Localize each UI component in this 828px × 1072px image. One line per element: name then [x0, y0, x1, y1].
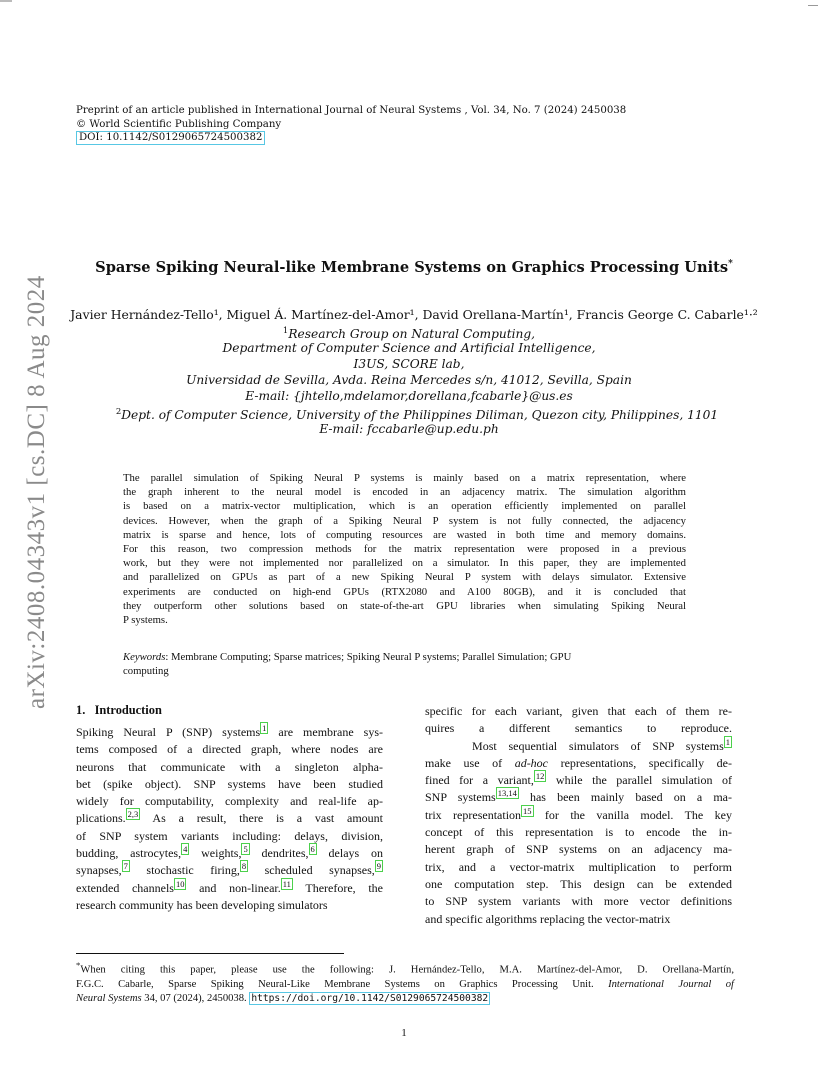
citation-link[interactable]: 8	[241, 861, 247, 872]
affiliation-text: Research Group on Natural Computing,	[288, 327, 536, 342]
body-text: and non-linear.	[186, 880, 281, 895]
text-line	[425, 720, 732, 737]
section-heading	[76, 703, 162, 718]
abstract-line: devices. However, when the graph of a Spiking Neural P system is not fully connected, the adjacency	[123, 514, 686, 527]
abstract-line: For this reason, two compression methods for the matrix representation were proposed in a previous	[123, 543, 686, 556]
text-line	[425, 824, 732, 841]
body-text: weights,	[189, 846, 242, 861]
footnote-rule	[76, 953, 344, 954]
keywords	[123, 650, 686, 678]
abstract-line: experiments are conducted on high-end GPUs (RTX2080 and A100 80GB), and it is concluded that	[123, 585, 686, 598]
citation-link[interactable]: 15	[523, 805, 532, 816]
paper-title	[0, 259, 828, 276]
abstract-line: matrix is sparse and hence, lots of computing resources are wasted in both time and memory domains.	[123, 528, 686, 541]
text-line	[76, 897, 383, 914]
citation-link[interactable]: 2,3	[127, 809, 139, 820]
body-text: trix representation	[425, 807, 522, 822]
text-line	[425, 859, 732, 876]
body-text: trix, and a vector-matrix multiplication to perform	[425, 859, 732, 874]
right-column	[425, 703, 732, 928]
body-text: scheduled synapses,	[248, 863, 375, 878]
body-text: for the vanilla model. The key	[533, 807, 732, 822]
abstract-line: and parallelized on GPUs as part of a new Spiking Neural P system with delays simulator. Extensive	[123, 571, 686, 584]
text-line	[76, 880, 383, 897]
text-line	[76, 759, 383, 776]
affiliation-number: 2	[115, 407, 122, 417]
body-text: budding, astrocytes,	[76, 846, 182, 861]
section-number: 1.	[76, 703, 86, 717]
citation-link[interactable]: 5	[243, 844, 248, 855]
arxiv-side-stamp: arXiv:2408.04343v1 [cs.DC] 8 Aug 2024	[23, 275, 50, 709]
title-text: Sparse Spiking Neural-like Membrane Systems on Graphics Processing Units	[95, 259, 729, 276]
footnote-line	[76, 992, 734, 1006]
doi-url-link[interactable]: https://doi.org/10.1142/S0129065724500382	[251, 993, 489, 1005]
citation-link[interactable]: 4	[183, 844, 188, 855]
citation-link[interactable]: 10	[175, 878, 185, 889]
abstract-line: work, but they were not implemented nor parallelized on a simulator. In this paper, they are implemented	[123, 557, 686, 570]
body-text: quires a different semantics to reproduce.	[425, 721, 732, 736]
text-line	[76, 810, 383, 827]
text-line	[76, 862, 383, 879]
citation-footnote	[76, 958, 734, 1006]
author-list: Javier Hernández-Tello¹, Miguel Á. Martínez-del-Amor¹, David Orellana-Martín¹, Francis George C. Cabarle¹·²	[70, 307, 758, 322]
body-text: bet (spike object). SNP systems have been studied	[76, 776, 383, 791]
body-text: tems composed of a directed graph, where nodes are	[76, 742, 383, 757]
affiliation-1-line-3: I3US, SCORE lab,	[353, 357, 465, 371]
abstract-line: they outperform other solutions based on state-of-the-art GPU libraries when simulating Spiking Neural	[123, 599, 686, 612]
text-line	[425, 841, 732, 858]
body-text: fined for a variant,	[425, 773, 534, 788]
journal-name: Neural Systems	[76, 993, 142, 1005]
text-line	[76, 724, 383, 741]
affiliation-number: 1	[282, 326, 289, 336]
text-line	[425, 772, 732, 789]
affiliation-1-line-2: Department of Computer Science and Artificial Intelligence,	[222, 341, 596, 355]
abstract	[123, 471, 686, 627]
affiliation-2-email: E-mail: fccabarle@up.edu.ph	[319, 422, 499, 436]
page-number: 1	[401, 1027, 407, 1039]
body-text: Therefore, the	[292, 880, 383, 895]
body-text: make use of	[425, 755, 515, 770]
body-text: SNP systems	[425, 790, 496, 805]
body-text: of SNP system variants including: delays, division,	[76, 828, 383, 843]
preprint-header	[76, 104, 626, 145]
copyright-line: © World Scientific Publishing Company	[76, 118, 282, 130]
citation-link[interactable]: 9	[376, 861, 381, 872]
journal-name: International Journal of	[608, 978, 734, 990]
keywords-text-cont: computing	[123, 665, 169, 678]
text-line	[425, 789, 732, 806]
section-title: Introduction	[94, 703, 162, 717]
affiliation-text: Dept. of Computer Science, University of the Philippines Diliman, Quezon city, Philippines, 1101	[121, 408, 719, 423]
left-column	[76, 724, 383, 914]
affiliation-1-email: E-mail: {jhtello,mdelamor,dorellana,fcabarle}@us.es	[245, 389, 573, 403]
affiliation-1-line-4: Universidad de Sevilla, Avda. Reina Mercedes s/n, 41012, Sevilla, Spain	[186, 373, 632, 387]
abstract-line: the graph inherent to the neural model is encoded in an adjacency matrix. The simulation algorithm	[123, 486, 686, 499]
text-line	[425, 703, 732, 720]
footnote-text: 34, 07 (2024), 2450038.	[141, 993, 250, 1005]
body-text: concept of this representation is to encode the in-	[425, 825, 732, 840]
text-line	[425, 807, 732, 824]
emphasis-text: ad-hoc	[514, 755, 549, 770]
abstract-line: is based on a matrix-vector multiplication, which is an operation efficiently implemented on parallel	[123, 500, 686, 513]
body-text: Spiking Neural P (SNP) systems	[76, 725, 261, 739]
text-line	[76, 741, 383, 758]
body-text: specific for each variant, given that each of them re-	[425, 704, 732, 718]
body-text: Most sequential simulators of SNP systems	[425, 738, 724, 753]
abstract-line: The parallel simulation of Spiking Neural P systems is mainly based on a matrix representation, where	[123, 472, 686, 484]
footnote-mark: *	[76, 960, 81, 970]
citation-link[interactable]: 7	[123, 861, 128, 872]
body-text: and specific algorithms replacing the vector-matrix	[425, 911, 671, 926]
body-text: neurons that communicate with a singleton alpha-	[76, 759, 383, 774]
abstract-line: P systems.	[123, 614, 168, 627]
citation-link[interactable]: 13,14	[497, 788, 517, 799]
body-text: to SNP system variants with more vector definitions	[425, 894, 732, 909]
text-line	[425, 911, 732, 928]
body-text: widely for computability, complexity and real-life ap-	[76, 794, 383, 809]
footnote-line	[76, 978, 734, 992]
body-text: one computation step. This design can be extended	[425, 876, 732, 891]
body-text: herent graph of SNP systems on an adjacency ma-	[425, 842, 732, 857]
title-footnote-mark[interactable]: *	[728, 259, 733, 270]
body-text: research community has been developing simulators	[76, 897, 328, 912]
text-line	[425, 738, 732, 755]
footnote-text: F.G.C. Cabarle, Sparse Spiking Neural-Like Membrane Systems on Graphics Processing Unit.	[76, 978, 609, 990]
text-line	[76, 776, 383, 793]
text-line	[425, 755, 732, 772]
text-line	[425, 876, 732, 893]
text-line	[76, 828, 383, 845]
body-text: stochastic firing,	[129, 863, 240, 878]
body-text: plications.	[76, 811, 126, 826]
keywords-label: Keywords	[123, 651, 166, 663]
footnote-line	[76, 958, 734, 978]
body-text: while the parallel simulation of	[546, 773, 732, 788]
citation-link[interactable]: 6	[310, 844, 315, 855]
body-text: representations, specifically de-	[548, 755, 732, 770]
body-text: As a result, there is a vast amount	[140, 811, 383, 826]
corner-mark	[0, 0, 12, 2]
body-text: dendrites,	[249, 846, 309, 861]
text-line	[76, 793, 383, 810]
preprint-line: Preprint of an article published in International Journal of Neural Systems , Vol. 34, No. 7 (2024) 2450038	[76, 105, 627, 116]
body-text: are membrane sys-	[268, 725, 383, 739]
body-text: synapses,	[76, 863, 122, 878]
citation-link[interactable]: 11	[282, 878, 291, 889]
citation-link[interactable]: 1	[725, 736, 730, 747]
footnote-text: When citing this paper, please use the following: J. Hernández-Tello, M.A. Martínez-del-Amor, D. Orellana-Martín,	[80, 964, 734, 976]
body-text: extended channels	[76, 880, 174, 895]
citation-link[interactable]: 12	[535, 771, 545, 782]
text-line	[425, 893, 732, 910]
body-text: delays on	[316, 846, 383, 861]
corner-mark	[808, 5, 818, 6]
citation-link[interactable]: 1	[262, 723, 267, 733]
keywords-text: : Membrane Computing; Sparse matrices; Spiking Neural P systems; Parallel Simulation; GPU	[165, 651, 572, 663]
body-text: has been mainly based on a ma-	[518, 790, 732, 805]
doi-link[interactable]: DOI: 10.1142/S0129065724500382	[76, 131, 265, 145]
